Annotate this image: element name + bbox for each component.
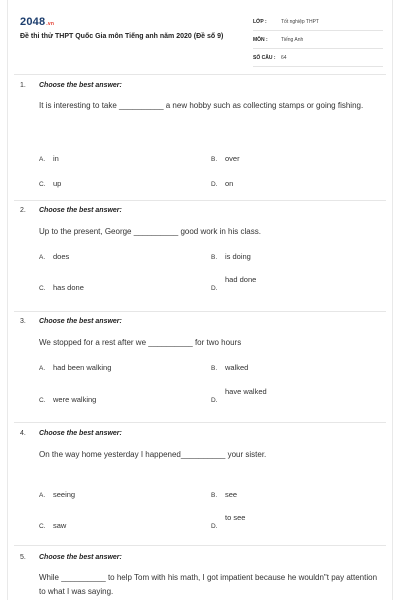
meta-label: MÔN : [253, 37, 268, 43]
option-c[interactable] [39, 521, 66, 530]
divider [14, 311, 386, 312]
option-text: walked [225, 363, 249, 372]
meta-row-class [253, 16, 383, 31]
question-instruction: Choose the best answer: [39, 318, 122, 325]
option-text: have walked [225, 387, 267, 396]
option-text: up [53, 179, 62, 188]
option-d[interactable] [211, 275, 361, 295]
question-number: 5. [20, 554, 26, 561]
option-b[interactable] [211, 363, 248, 372]
option-a[interactable] [39, 154, 59, 163]
question-2 [20, 207, 380, 307]
logo-suffix: .vn [46, 21, 55, 27]
question-number: 1. [20, 82, 26, 89]
question-number: 2. [20, 207, 26, 214]
question-number: 4. [20, 430, 26, 437]
option-d[interactable] [211, 513, 361, 533]
option-text: has done [53, 283, 84, 292]
option-text: were walking [53, 395, 97, 404]
option-label: C. [39, 397, 46, 404]
question-4 [20, 430, 380, 542]
question-number: 3. [20, 318, 26, 325]
question-5 [20, 554, 380, 600]
option-b[interactable] [211, 490, 237, 499]
question-text: It is interesting to take __________ a new hobby such as collecting stamps or going fishing. [39, 101, 364, 110]
meta-value: Tiếng Anh [281, 37, 304, 43]
option-text: is doing [225, 252, 251, 261]
question-instruction: Choose the best answer: [39, 82, 122, 89]
question-text: While __________ to help Tom with his math, I got impatient because he wouldn"t pay attention to what I was saying. [39, 573, 378, 596]
question-1 [20, 82, 380, 200]
option-c[interactable] [39, 283, 84, 292]
option-c[interactable] [39, 179, 61, 188]
question-instruction: Choose the best answer: [39, 554, 122, 561]
meta-row-count [253, 52, 383, 67]
page-border-left [7, 0, 8, 600]
document-title: Đề thi thử THPT Quốc Gia môn Tiếng anh năm 2020 (Đề số 9) [20, 33, 224, 40]
option-text: see [225, 490, 238, 499]
question-text: Up to the present, George __________ good work in his class. [39, 227, 261, 236]
divider [14, 422, 386, 423]
document-header [20, 14, 380, 72]
option-label: A. [39, 156, 46, 163]
option-label: C. [39, 523, 46, 530]
option-label: C. [39, 285, 46, 292]
option-label: B. [211, 254, 218, 261]
meta-label: LỚP : [253, 19, 267, 25]
option-a[interactable] [39, 490, 75, 499]
option-a[interactable] [39, 363, 111, 372]
option-b[interactable] [211, 252, 251, 261]
option-d[interactable] [211, 179, 233, 188]
option-label: B. [211, 492, 218, 499]
option-text: over [225, 154, 240, 163]
option-text: seeing [53, 490, 76, 499]
option-label: B. [211, 156, 218, 163]
divider [14, 200, 386, 201]
meta-value: Tốt nghiệp THPT [281, 19, 319, 25]
page-border-right [392, 0, 393, 600]
option-label: B. [211, 365, 218, 372]
option-d[interactable] [211, 387, 361, 407]
option-label: A. [39, 492, 46, 499]
meta-row-subject [253, 34, 383, 49]
option-text: on [225, 179, 234, 188]
option-label: A. [39, 254, 46, 261]
meta-value: 64 [281, 55, 287, 61]
option-text: had done [225, 275, 257, 284]
option-label: A. [39, 365, 46, 372]
divider [14, 545, 386, 546]
option-c[interactable] [39, 395, 96, 404]
logo-main-text: 2048 [20, 16, 46, 28]
question-text: We stopped for a rest after we __________ for two hours [39, 338, 242, 347]
question-instruction: Choose the best answer: [39, 207, 122, 214]
option-a[interactable] [39, 252, 69, 261]
option-label: D. [211, 285, 218, 292]
divider [14, 74, 386, 75]
option-label: D. [211, 523, 218, 530]
meta-label: SỐ CÂU : [253, 55, 276, 61]
question-instruction: Choose the best answer: [39, 430, 122, 437]
option-label: D. [211, 397, 218, 404]
option-text: had been walking [53, 363, 112, 372]
question-3 [20, 318, 380, 418]
option-label: C. [39, 181, 46, 188]
option-text: saw [53, 521, 67, 530]
option-text: in [53, 154, 59, 163]
option-text: to see [225, 513, 246, 522]
option-b[interactable] [211, 154, 240, 163]
question-text: On the way home yesterday I happened__________ your sister. [39, 450, 267, 459]
site-logo[interactable] [20, 16, 54, 28]
option-text: does [53, 252, 70, 261]
exam-meta [253, 16, 383, 70]
option-label: D. [211, 181, 218, 188]
